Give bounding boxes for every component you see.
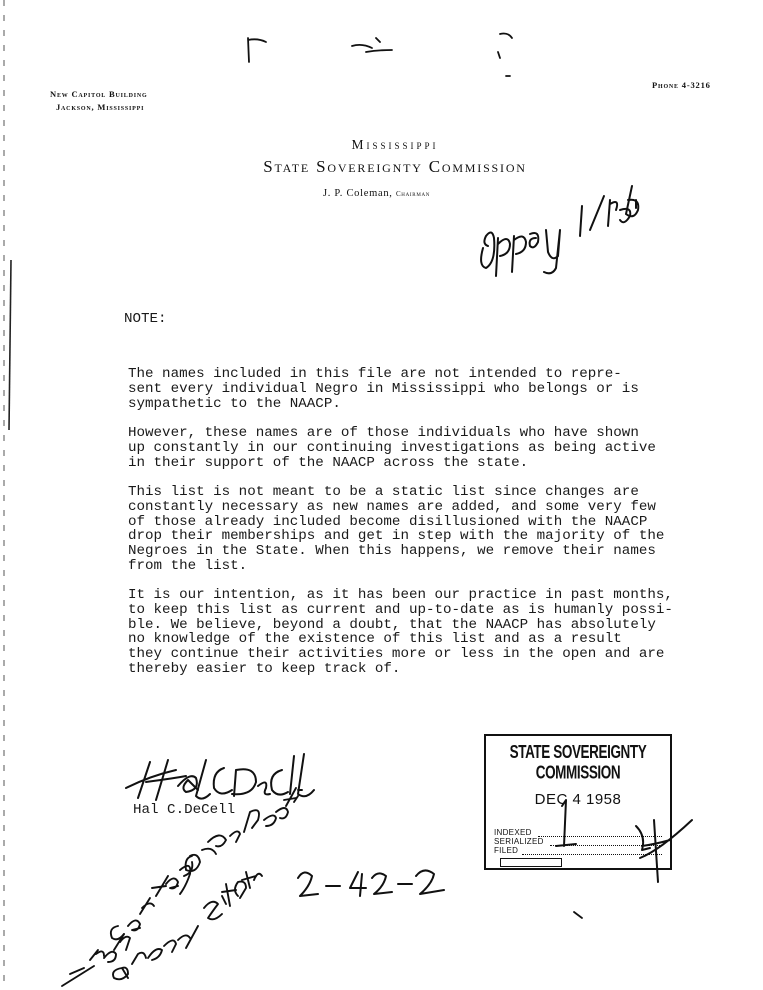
stamp-indexed: INDEXED <box>494 828 532 837</box>
paragraph-3: This list is not meant to be a static list since changes are constantly necessary as new names are added, and some very few of those already included become disillusioned with the NAACP drop their memberships and get in step with the majority of the Negroes in the State. When this happens, we remove their names from the list. <box>128 484 665 574</box>
scan-speck-4 <box>574 912 582 918</box>
address-line-2: Jackson, Mississippi <box>56 102 145 112</box>
stamp-title: STATE SOVEREIGNTY COMMISSION <box>509 742 647 783</box>
approval-handwriting <box>481 186 638 276</box>
scan-speck-2 <box>352 38 392 52</box>
margin-note-handwriting <box>62 788 302 986</box>
note-label: NOTE: <box>124 311 167 327</box>
signature-handwriting <box>126 754 314 800</box>
stamp-date: DEC 4 1958 <box>534 791 622 808</box>
paragraph-4: It is our intention, as it has been our practice in past months, to keep this list as current and up-to-date as is humanly possi- ble. We believe, beyond a doubt, that the NAACP has absolutely no knowledge of the existence of this list and as a result they continue their activities more or less in the open and are thereby easier to keep track of. <box>128 587 673 677</box>
letterhead-title-state: Mississippi <box>351 137 439 152</box>
stamp-initials <box>556 800 692 882</box>
stamp-filed: FILED <box>494 846 519 855</box>
chairman-title: Chairman <box>395 190 431 198</box>
letterhead-title-commission: State Sovereignty Commission <box>263 157 527 176</box>
letterhead-phone: Phone 4-3216 <box>652 80 711 90</box>
scan-speck-3 <box>498 34 512 77</box>
signer-name: Hal C.DeCell <box>133 802 236 818</box>
stamp-serialized: SERIALIZED <box>494 837 544 846</box>
paragraph-2: However, these names are of those individuals who have shown up constantly in our continuing investigations as being active in their support of the NAACP across the state. <box>128 425 656 471</box>
paragraph-1: The names included in this file are not intended to repre- sent every individual Negro in Mississippi who belongs or is sympathetic to the NAACP. <box>128 366 639 412</box>
scan-speck-1 <box>248 38 266 62</box>
address-line-1: New Capitol Building <box>50 89 148 99</box>
chairman-name: J. P. Coleman, <box>323 188 393 199</box>
file-number-handwriting <box>298 870 444 896</box>
